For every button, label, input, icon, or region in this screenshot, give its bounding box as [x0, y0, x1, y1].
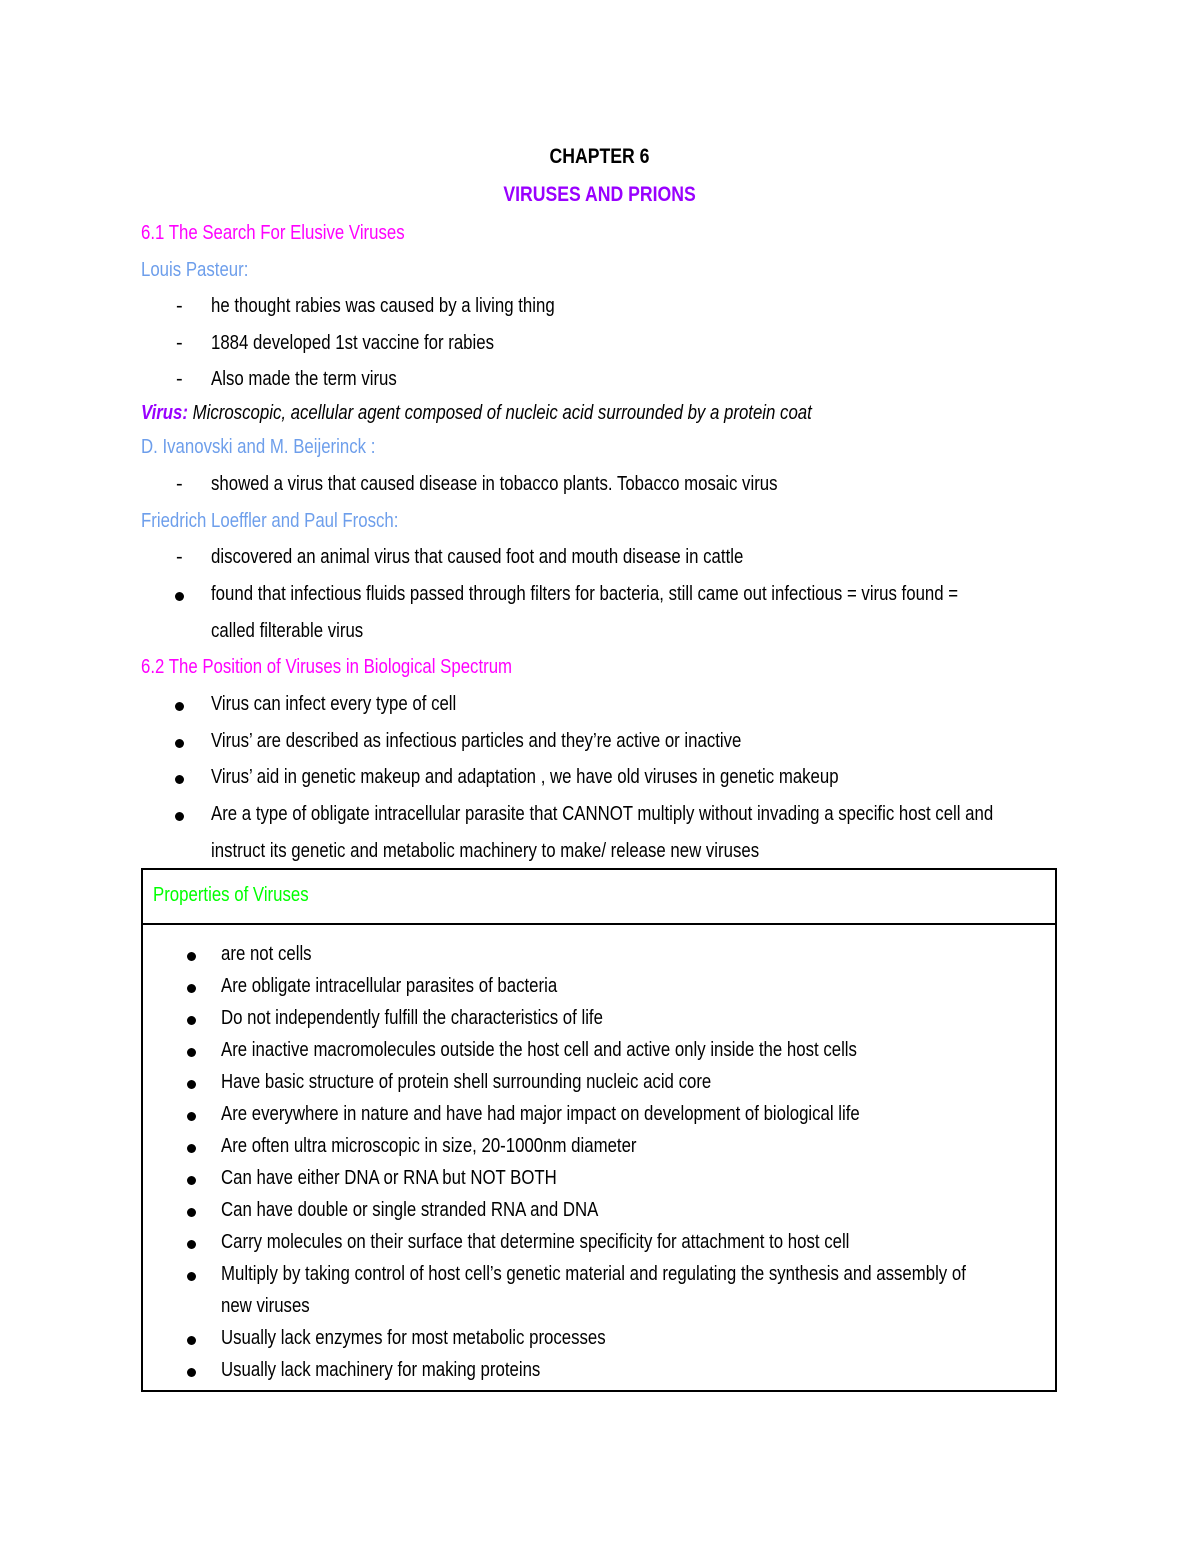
bullet-icon — [175, 812, 184, 821]
bullet-icon — [187, 1272, 196, 1281]
properties-table-heading: Properties of Viruses — [153, 884, 309, 906]
table-list-item: Are everywhere in nature and have had major impact on development of biological life — [221, 1103, 860, 1125]
bullet-icon — [175, 592, 184, 601]
section-heading-6-1: 6.1 The Search For Elusive Viruses — [141, 222, 405, 244]
bullet-icon — [187, 1176, 196, 1185]
list-item: 1884 developed 1st vaccine for rabies — [211, 332, 494, 354]
table-list-item: Multiply by taking control of host cell’s genetic material and regulating the synthesis and assembly of — [221, 1263, 966, 1285]
dash-marker: - — [176, 546, 183, 568]
list-item: Also made the term virus — [211, 368, 397, 390]
dash-marker: - — [176, 332, 183, 354]
list-item: found that infectious fluids passed through filters for bacteria, still came out infectious = virus found = — [211, 583, 959, 605]
definition-text: Microscopic, acellular agent composed of nucleic acid surrounded by a protein coat — [187, 402, 812, 424]
bullet-icon — [187, 1112, 196, 1121]
list-item: discovered an animal virus that caused foot and mouth disease in cattle — [211, 546, 744, 568]
virus-definition — [141, 402, 940, 425]
bullet-icon — [187, 1016, 196, 1025]
table-list-item-continuation: new viruses — [221, 1295, 310, 1317]
list-item: Virus’ aid in genetic makeup and adaptation , we have old viruses in genetic makeup — [211, 766, 839, 788]
bullet-icon — [187, 1208, 196, 1217]
table-list-item: Are inactive macromolecules outside the host cell and active only inside the host cells — [221, 1039, 857, 1061]
bullet-icon — [187, 952, 196, 961]
bullet-icon — [187, 1368, 196, 1377]
table-list-item: are not cells — [221, 943, 312, 965]
dash-marker: - — [176, 473, 183, 495]
chapter-title: CHAPTER 6 — [550, 145, 650, 168]
heading-loeffler-frosch: Friedrich Loeffler and Paul Frosch: — [141, 510, 399, 532]
bullet-icon — [187, 1048, 196, 1057]
definition-label: Virus: — [141, 402, 188, 424]
table-list-item: Do not independently fulfill the characteristics of life — [221, 1007, 603, 1029]
list-item: Are a type of obligate intracellular parasite that CANNOT multiply without invading a specific host cell and — [211, 803, 994, 825]
list-item: showed a virus that caused disease in tobacco plants. Tobacco mosaic virus — [211, 473, 778, 495]
table-list-item: Have basic structure of protein shell surrounding nucleic acid core — [221, 1071, 712, 1093]
table-list-item: Usually lack enzymes for most metabolic processes — [221, 1327, 606, 1349]
list-item: he thought rabies was caused by a living thing — [211, 295, 555, 317]
bullet-icon — [175, 775, 184, 784]
bullet-icon — [187, 1144, 196, 1153]
table-list-item: Carry molecules on their surface that determine specificity for attachment to host cell — [221, 1231, 850, 1253]
section-heading-6-2: 6.2 The Position of Viruses in Biological Spectrum — [141, 656, 513, 678]
list-item-continuation: called filterable virus — [211, 620, 364, 642]
bullet-icon — [175, 739, 184, 748]
heading-louis-pasteur: Louis Pasteur: — [141, 259, 249, 281]
bullet-icon — [187, 984, 196, 993]
dash-marker: - — [176, 368, 183, 390]
heading-ivanovski-beijerinck: D. Ivanovski and M. Beijerinck : — [141, 436, 376, 458]
list-item: Virus can infect every type of cell — [211, 693, 457, 715]
chapter-subtitle: VIRUSES AND PRIONS — [503, 183, 697, 206]
table-list-item: Can have either DNA or RNA but NOT BOTH — [221, 1167, 557, 1189]
table-list-item: Are obligate intracellular parasites of bacteria — [221, 975, 558, 997]
list-item: Virus’ are described as infectious particles and they’re active or inactive — [211, 730, 742, 752]
bullet-icon — [187, 1240, 196, 1249]
bullet-icon — [187, 1080, 196, 1089]
table-list-item: Can have double or single stranded RNA and DNA — [221, 1199, 599, 1221]
dash-marker: - — [176, 295, 183, 317]
list-item-continuation: instruct its genetic and metabolic machinery to make/ release new viruses — [211, 840, 760, 862]
bullet-icon — [187, 1336, 196, 1345]
table-divider — [143, 923, 1055, 925]
table-list-item: Are often ultra microscopic in size, 20-1000nm diameter — [221, 1135, 637, 1157]
table-list-item: Usually lack machinery for making proteins — [221, 1359, 541, 1381]
bullet-icon — [175, 702, 184, 711]
